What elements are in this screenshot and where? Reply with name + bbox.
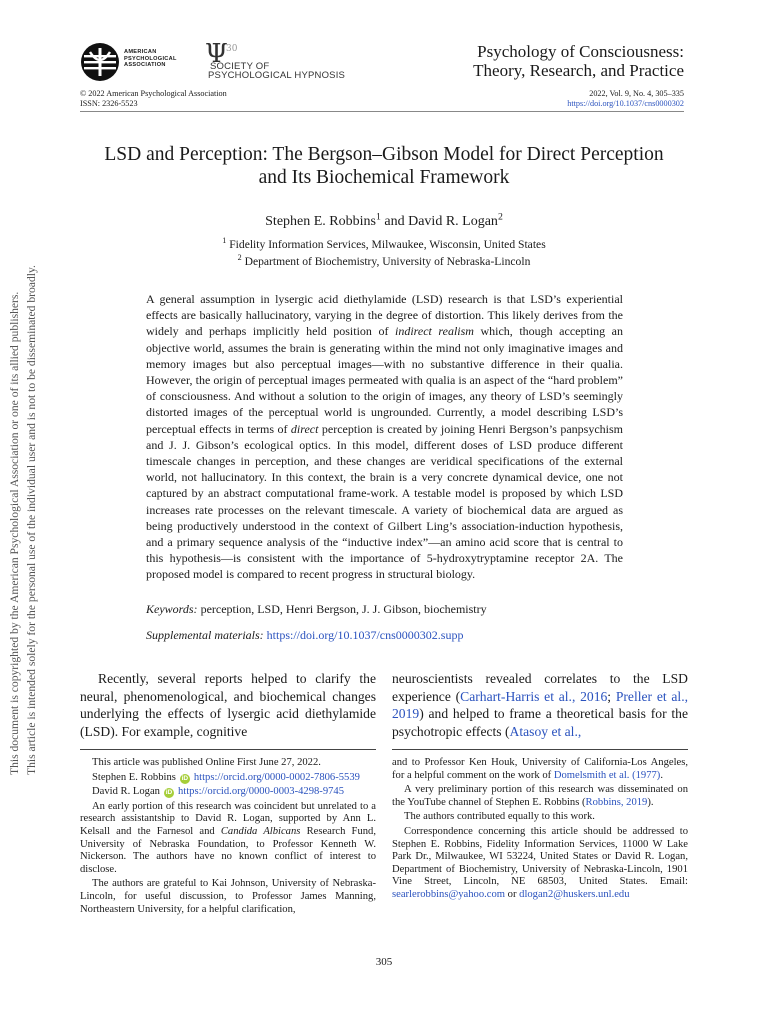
affiliations xyxy=(80,236,688,270)
affiliation-2-mark: 2 xyxy=(237,253,242,263)
copyright-text: © 2022 American Psychological Association xyxy=(80,89,227,98)
apa-logo-line-1: AMERICAN xyxy=(124,49,157,55)
supplemental-materials xyxy=(146,627,623,643)
email-robbins-link[interactable]: searlerobbins@yahoo.com xyxy=(392,888,506,900)
logan-orcid-link[interactable]: https://orcid.org/0000-0003-4298-9745 xyxy=(177,786,345,798)
body-text-right-column xyxy=(392,670,688,740)
affiliation-1-text: Fidelity Information Services, Milwaukee, Wisconsin, United States xyxy=(226,238,546,251)
footnote-houk xyxy=(392,757,688,782)
volume-info-block xyxy=(567,89,684,108)
copyright-block xyxy=(80,89,227,108)
apa-logo-line-2: PSYCHOLOGICAL xyxy=(124,55,177,62)
supplemental-link[interactable]: https://doi.org/10.1037/cns0000302.supp xyxy=(266,628,464,642)
citation-atasoy[interactable]: Atasoy et al., xyxy=(509,723,582,739)
orcid-icon: iD xyxy=(181,774,189,782)
abstract xyxy=(146,291,623,583)
citation-domelsmith[interactable]: Domelsmith et al. (1977) xyxy=(553,769,661,781)
citation-carhart-harris[interactable]: Carhart-Harris et al., 2016 xyxy=(460,688,608,704)
footnote-robbins-orcid xyxy=(80,772,376,785)
footnote-divider-right xyxy=(392,749,688,750)
preliminary-text-1: A very preliminary portion of this research was disseminated on the YouTube channel of Stephen E. Robbins ( xyxy=(392,784,688,808)
article-title-line-2: and Its Biochemical Framework xyxy=(258,167,510,188)
article-title-line-1: LSD and Perception: The Bergson–Gibson Model for Direct Perception xyxy=(104,144,664,165)
author-conjunction: and xyxy=(380,214,409,229)
side-copyright-line-1: This document is copyrighted by the American Psychological Association or one of its allied publishers. xyxy=(8,291,21,775)
journal-title xyxy=(473,42,684,80)
header-divider xyxy=(80,111,684,112)
footnote-correspondence xyxy=(392,826,688,902)
society-logo-text xyxy=(208,62,345,80)
article-title xyxy=(70,143,698,189)
apa-logo-text xyxy=(124,49,177,69)
abstract-part-3: perception is created by joining Henri Bergson’s panpsychism and J. J. Gibson’s ecological optics. In this model, different doses of LSD produce different timescale changes in perception, and these changes are veridical specifications of the external world, not hallucinatory. In this context, the brain is a very concrete dynamical device, one not captured by an abstract computational frame-work. A testable model is proposed by which LSD increases rate processes on the relevant timescale. A variety of biochemical data are argued as being productively understood in the context of Gilbert Ling’s association-induction hypothesis, and a primary sequence analysis of the “inductive index”—an amino acid score that is central to this hypothesis—is consistent with the importance of 5-hydroxytryptamine receptor 2A. The proposed model is compared to recent progress in structural biology. xyxy=(146,421,623,582)
logan-name: David R. Logan xyxy=(92,786,160,798)
keywords-label: Keywords: xyxy=(146,602,198,616)
society-logo-number: 30 xyxy=(226,44,238,54)
email-separator: or xyxy=(505,888,520,900)
citation-separator: ; xyxy=(607,688,616,704)
body-right-text-1: neuroscientists revealed correlates to the LSD experience ( xyxy=(392,671,688,704)
doi-link[interactable]: https://doi.org/10.1037/cns0000302 xyxy=(567,98,684,108)
citation-preller[interactable]: Preller et al., 2019 xyxy=(392,688,689,721)
footnote-divider-left xyxy=(80,749,376,750)
keywords-list: perception, LSD, Henri Bergson, J. J. Gibson, biochemistry xyxy=(197,602,487,616)
author-2: David R. Logan xyxy=(408,214,498,229)
affiliation-2 xyxy=(80,253,688,270)
footnotes-right-column xyxy=(392,757,688,904)
supplemental-label: Supplemental materials: xyxy=(146,628,264,642)
footnote-acknowledgments: The authors are grateful to Kai Johnson, University of Nebraska-Lincoln, for useful discussion, to Professor James Manning, Northeastern University, for a helpful clarification, xyxy=(80,878,376,915)
journal-title-line-1: Psychology of Consciousness: xyxy=(477,42,684,61)
svg-text:Ψ: Ψ xyxy=(205,40,228,69)
apa-logo-icon xyxy=(80,42,120,82)
robbins-name: Stephen E. Robbins xyxy=(92,771,176,783)
footnote-logan-orcid xyxy=(80,786,376,799)
early-portion-text-2: Research Fund, University of Nebraska Foundation, to Professor Kenneth W. Nickerson. The authors have no known conflict of interest to disclose. xyxy=(80,825,376,875)
author-1-affiliation-mark: 1 xyxy=(375,211,381,223)
footnote-equal-contribution: The authors contributed equally to this work. xyxy=(404,811,595,823)
abstract-emphasis-indirect-realism: indirect realism xyxy=(394,324,474,339)
early-portion-text-1: An early portion of this research was coincident but unrelated to a research assistantship to David R. Logan, supported by Ann L. Kelsall and the Farnesol and xyxy=(80,800,376,837)
houk-text-2: . xyxy=(660,769,663,781)
society-logo-line-2: PSYCHOLOGICAL HYPNOSIS xyxy=(208,70,346,81)
footnotes-left-column xyxy=(80,757,376,918)
preliminary-text-2: ). xyxy=(647,796,654,808)
society-logo-line-1: SOCIETY OF xyxy=(210,61,270,72)
keywords xyxy=(146,601,623,617)
footnote-published: This article was published Online First June 27, 2022. xyxy=(92,757,321,768)
volume-text: 2022, Vol. 9, No. 4, 305–335 xyxy=(589,89,684,98)
abstract-emphasis-direct: direct xyxy=(290,421,319,436)
correspondence-text: Correspondence concerning this article should be addressed to Stephen E. Robbins, Fidelity Information Services, 11000 W Lake Park Dr., Milwaukee, WI 53224, United States or David R. Logan, Department of Biochemistry, University of Nebraska-Lincoln, 1901 Vine Street, Lincoln, NE 68503, United States. Email: xyxy=(392,825,688,888)
footnote-early-portion xyxy=(80,801,376,877)
email-logan-link[interactable]: dlogan2@huskers.unl.edu xyxy=(519,888,630,900)
abstract-part-1: A general assumption in lysergic acid diethylamide (LSD) research is that LSD’s experiential effects are basically hallucinatory, varying in the degree of distortion. This likely derives from the widely and perhaps implicitly held position of xyxy=(146,292,623,339)
apa-logo-line-3: ASSOCIATION xyxy=(124,62,166,69)
abstract-part-2: which, though accepting an objective world, assumes the brain is generating within the mind not only imaginative images and memory images but also perceptual images—with no substantive difference in their qualia. However, the origin of perceptual images permeated with qualia is an aspect of the “hard problem” of consciousness. And without a solution to the origin of images, any theory of LSD’s seemingly distorted images of the perceptual world is ungrounded. Currently, a model describing LSD’s perceptual effects in terms of xyxy=(146,324,624,436)
affiliation-1 xyxy=(80,236,688,253)
journal-title-line-2: Theory, Research, and Practice xyxy=(473,61,684,80)
early-portion-emphasis: Candida Albicans xyxy=(220,825,301,837)
side-copyright-line-2: This article is intended solely for the personal use of the individual user and is not to be disseminated broadly. xyxy=(25,265,38,775)
affiliation-2-text: Department of Biochemistry, University of Nebraska-Lincoln xyxy=(241,255,531,268)
body-right-text-2: ) and helped to frame a theoretical basis for the psychotropic effects ( xyxy=(392,706,688,739)
author-2-affiliation-mark: 2 xyxy=(497,211,503,223)
issn-text: ISSN: 2326-5523 xyxy=(80,98,138,108)
robbins-orcid-link[interactable]: https://orcid.org/0000-0002-7806-5539 xyxy=(193,771,360,783)
side-copyright-notice xyxy=(0,0,50,1024)
houk-text-1: and to Professor Ken Houk, University of California-Los Angeles, for a helpful comment on the work of xyxy=(392,757,688,781)
body-text-left-column: Recently, several reports helped to clarify the neural, phenomenological, and biochemical changes underlying the effects of lysergic acid diethylamide (LSD). For example, cognitive xyxy=(80,671,376,739)
orcid-icon: iD xyxy=(165,789,173,797)
author-1: Stephen E. Robbins xyxy=(265,214,376,229)
citation-robbins-2019[interactable]: Robbins, 2019 xyxy=(585,796,648,808)
affiliation-1-mark: 1 xyxy=(222,236,227,246)
author-line xyxy=(80,211,688,230)
footnote-preliminary xyxy=(392,784,688,809)
page-number: 305 xyxy=(375,956,393,968)
